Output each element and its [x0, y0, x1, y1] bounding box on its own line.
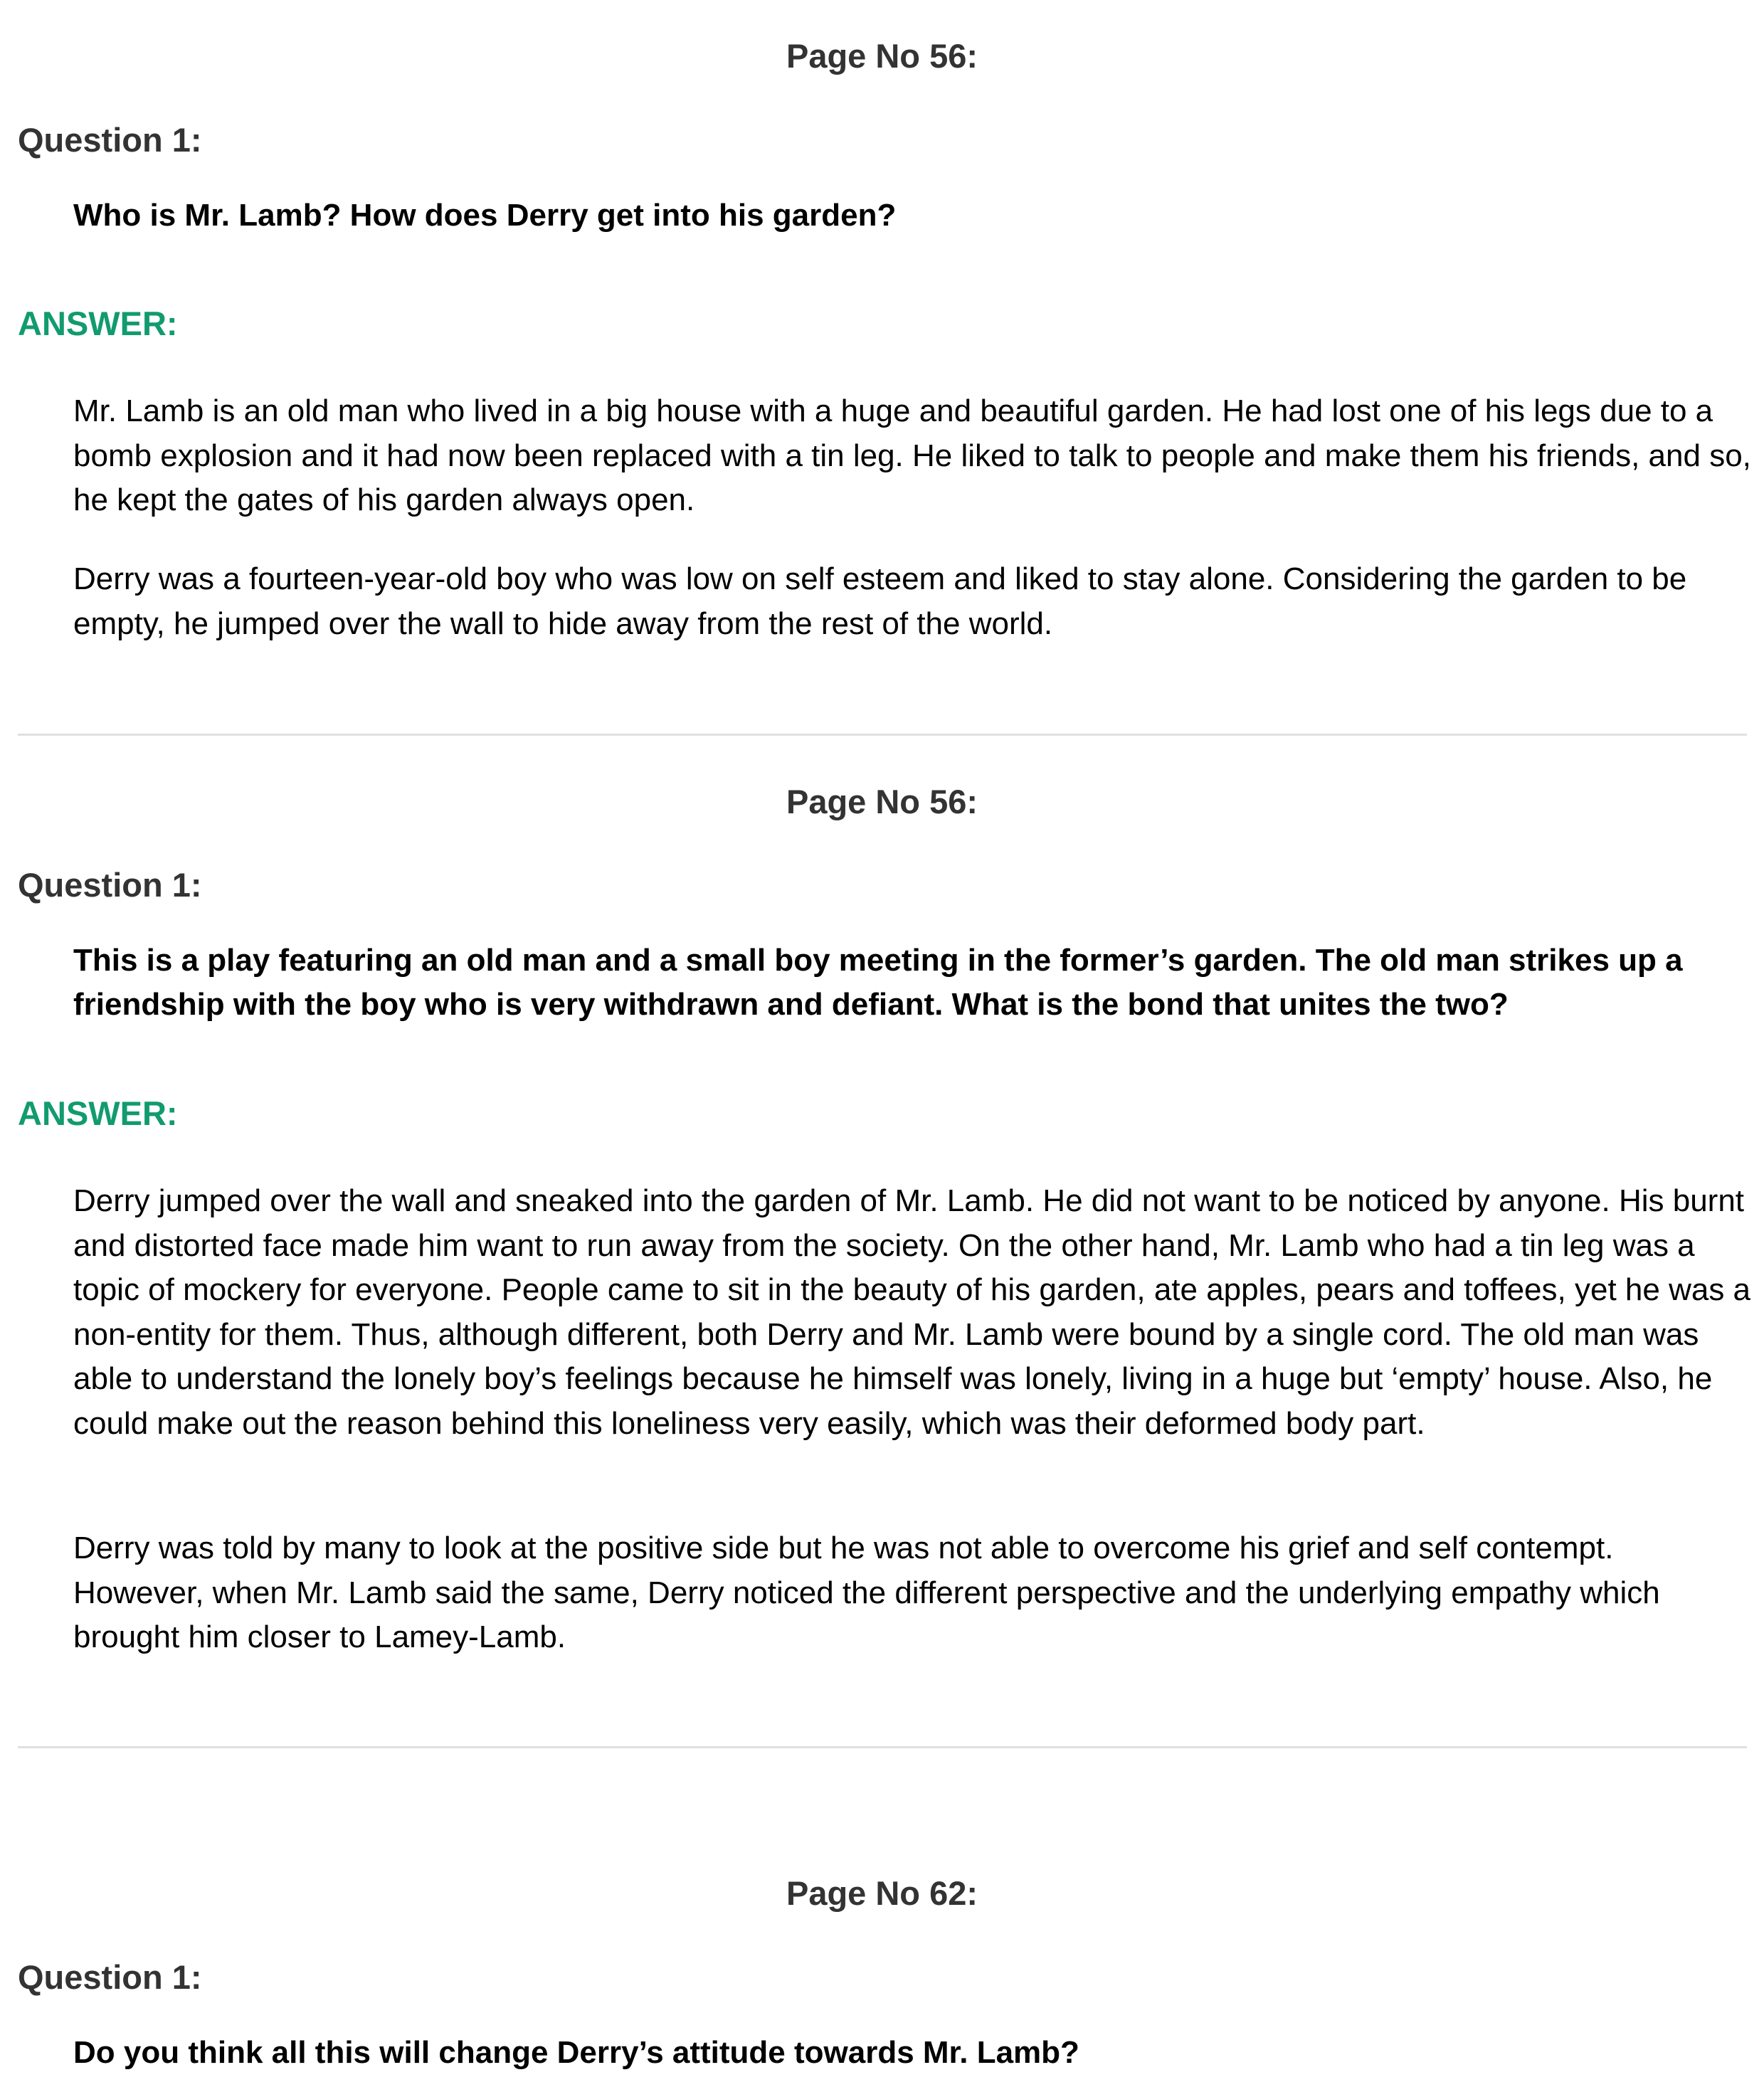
- question-label: Question 1:: [18, 1958, 202, 1996]
- section-divider: [18, 734, 1747, 736]
- question-label: Question 1:: [18, 866, 202, 904]
- page-heading: Page No 56:: [786, 37, 978, 75]
- section-divider: [18, 1746, 1747, 1748]
- answer-paragraph: Mr. Lamb is an old man who lived in a big house with a huge and beautiful garden. He had lost one of his legs due to a bomb explosion and it had now been replaced with a tin leg. He liked to talk to people and make them his friends, and so, he kept the gates of his garden always open.: [73, 393, 1751, 517]
- question-text: This is a play featuring an old man and a small boy meeting in the former’s garden. The old man strikes up a friendship with the boy who is very withdrawn and defiant. What is the bond that unites the two?: [73, 943, 1683, 1022]
- question-label: Question 1:: [18, 121, 202, 159]
- answer-paragraph: Derry was told by many to look at the positive side but he was not able to overcome his grief and self contempt. However, when Mr. Lamb said the same, Derry noticed the different perspective and the underlying empathy which brought him closer to Lamey-Lamb.: [73, 1531, 1660, 1654]
- question-text: Who is Mr. Lamb? How does Derry get into his garden?: [73, 198, 897, 233]
- page-heading: Page No 62:: [786, 1874, 978, 1912]
- answer-paragraph: Derry was a fourteen-year-old boy who was low on self esteem and liked to stay alone. Considering the garden to be empty, he jumped over the wall to hide away from the rest of the world.: [73, 561, 1687, 641]
- answer-paragraph: Derry jumped over the wall and sneaked into the garden of Mr. Lamb. He did not want to be noticed by anyone. His burnt and distorted face made him want to run away from the society. On the other hand, Mr. Lamb who had a tin leg was a topic of mockery for everyone. People came to sit in the beauty of his garden, ate apples, pears and toffees, yet he was a non-entity for them. Thus, although different, both Derry and Mr. Lamb were bound by a single cord. The old man was able to understand the lonely boy’s feelings because he himself was lonely, living in a huge but ‘empty’ house. Also, he could make out the reason behind this loneliness very easily, which was their deformed body part.: [73, 1183, 1751, 1441]
- answer-label: ANSWER:: [18, 1094, 178, 1132]
- answer-label: ANSWER:: [18, 305, 178, 342]
- question-text: Do you think all this will change Derry’s attitude towards Mr. Lamb?: [73, 2035, 1079, 2070]
- page-heading: Page No 56:: [786, 783, 978, 820]
